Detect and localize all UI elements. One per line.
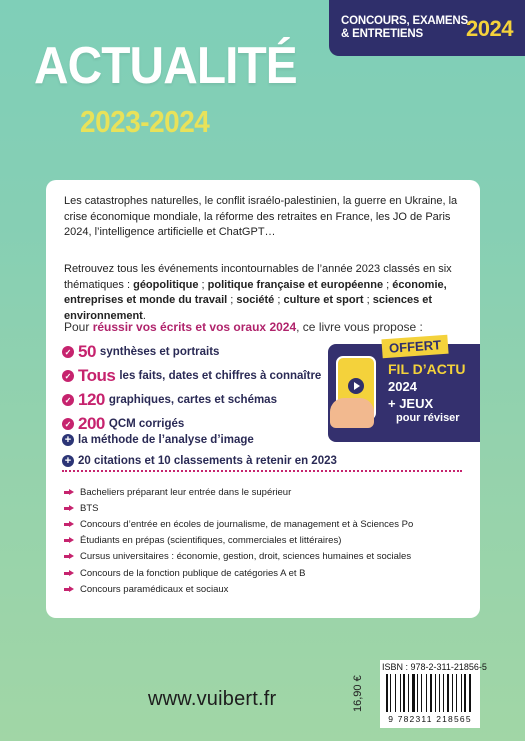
audience-item [64, 516, 464, 532]
barcode-stripe [450, 674, 451, 712]
barcode-stripe [447, 674, 449, 712]
barcode-stripe [454, 674, 456, 712]
badge-line-1: CONCOURS, EXAMENS [341, 15, 468, 27]
audience-item [64, 500, 464, 516]
offer-lead-c: , ce livre vous propose : [296, 320, 423, 334]
feature-text: synthèses et portraits [99, 346, 220, 358]
barcode-stripe [389, 674, 390, 712]
audience-text: Étudiants en prépas (scientifiques, commerciales et littéraires) [80, 535, 342, 547]
barcode-stripe [410, 674, 412, 712]
theme-3: économie, entreprises et monde du travail [64, 278, 447, 306]
sep: ; [363, 294, 373, 306]
barcode-stripe [417, 674, 418, 712]
feature-item [62, 390, 277, 410]
barcode-stripe [392, 674, 394, 712]
offer-lead-highlight: réussir vos écrits et vos oraux 2024 [92, 320, 297, 334]
arrow-icon [64, 537, 74, 544]
barcode-stripe [456, 674, 457, 712]
arrow-icon [64, 586, 74, 593]
audience-text: Concours de la fonction publique de catégories A et B [80, 567, 306, 579]
check-icon: ✓ [62, 370, 74, 382]
feature-item [62, 434, 254, 446]
promo-line-1: FIL D’ACTU [388, 361, 466, 377]
feature-number: 120 [78, 390, 105, 409]
feature-number: 200 [78, 414, 105, 433]
badge-year: 2024 [466, 16, 513, 41]
audience-text: Concours d’entrée en écoles de journalisme, de management et à Sciences Po [80, 518, 414, 530]
barcode-stripe [408, 674, 409, 712]
barcode-stripe [390, 674, 391, 712]
barcode-stripe [428, 674, 429, 712]
barcode-block [380, 660, 487, 728]
check-icon: ✓ [62, 418, 74, 430]
barcode-stripe [439, 674, 440, 712]
barcode-stripe [435, 674, 437, 712]
plus-icon: + [62, 455, 74, 467]
dotted-divider [62, 470, 462, 472]
arrow-icon [64, 521, 74, 528]
hand-icon [330, 398, 374, 428]
feature-text: 20 citations et 10 classements à retenir en 2023 [78, 455, 337, 467]
barcode-stripe [421, 674, 423, 712]
promo-line-2: 2024 [388, 379, 417, 394]
barcode-stripe [464, 674, 466, 712]
barcode-stripe [461, 674, 462, 712]
publisher-website[interactable]: www.vuibert.fr [148, 688, 277, 710]
promo-line-3: + JEUX [388, 396, 434, 411]
barcode-stripe [426, 674, 427, 712]
themes-lead: Retrouvez tous les événements incontournables de l’année 2023 classés en six thématiques : [64, 263, 452, 291]
audience-item [64, 484, 464, 500]
audience-text: Concours paramédicaux et sociaux [80, 583, 229, 595]
barcode-stripe [430, 674, 432, 712]
content-card [46, 180, 480, 618]
sep: ; [227, 294, 237, 306]
barcode-stripe [437, 674, 438, 712]
price-container [352, 675, 372, 741]
barcode-stripe [395, 674, 396, 712]
audience-item [64, 533, 464, 549]
sep: ; [383, 278, 393, 291]
feature-text: la méthode de l’analyse d’image [78, 434, 254, 446]
barcode-stripe [452, 674, 453, 712]
feature-item [62, 366, 321, 386]
barcode-stripe [458, 674, 460, 712]
barcode-stripe [400, 674, 401, 712]
audience-item [64, 549, 464, 565]
feature-item [62, 455, 337, 467]
badge-line-2: & ENTRETIENS [341, 28, 423, 40]
audience-text: Cursus universitaires : économie, gestion, droit, sciences humaines et sociales [80, 551, 412, 563]
offer-lead-a: Pour [64, 320, 93, 334]
isbn: ISBN : 978-2-311-21856-5 [382, 662, 487, 672]
audience-item [64, 581, 464, 597]
themes-paragraph [64, 262, 468, 324]
barcode-stripe [402, 674, 403, 712]
cover-title: ACTUALITÉ [34, 37, 297, 95]
theme-6: sciences et environnement [64, 294, 433, 322]
barcode-stripe [412, 674, 414, 712]
theme-5: culture et sport [283, 294, 364, 306]
barcode-stripe [386, 674, 388, 712]
barcode-stripe [467, 674, 468, 712]
barcode-stripe [463, 674, 464, 712]
feature-number: Tous [78, 366, 116, 385]
audience-item [64, 565, 464, 581]
arrow-icon [64, 489, 74, 496]
audience-text: Bacheliers préparant leur entrée dans le supérieur [80, 486, 292, 498]
offer-lead [64, 320, 423, 334]
barcode-stripe [433, 674, 434, 712]
audience-text: BTS [80, 502, 99, 514]
arrow-icon [64, 553, 74, 560]
audience-list [64, 484, 464, 597]
promo-line-4: pour réviser [396, 412, 460, 424]
arrow-icon [64, 505, 74, 512]
barcode-icon [386, 674, 474, 712]
plus-icon: + [62, 434, 74, 446]
period: . [142, 309, 146, 322]
check-icon: ✓ [62, 346, 74, 358]
check-icon: ✓ [62, 394, 74, 406]
barcode-stripe [416, 674, 417, 712]
promo-box [328, 337, 480, 442]
feature-text: les faits, dates et chiffres à connaître [119, 370, 322, 382]
barcode-stripe [469, 674, 471, 712]
barcode-stripe [445, 674, 446, 712]
play-icon [348, 378, 364, 394]
price: 16,90 € [352, 675, 364, 712]
badge-label [341, 15, 468, 41]
cover-subtitle: 2023-2024 [80, 104, 210, 139]
theme-4: société [236, 294, 275, 306]
barcode-stripe [472, 674, 473, 712]
barcode-stripe [419, 674, 420, 712]
barcode-stripe [403, 674, 405, 712]
sep: ; [198, 278, 208, 291]
offer-tag: OFFERT [381, 335, 448, 359]
barcode-stripe [423, 674, 425, 712]
intro-paragraph: Les catastrophes naturelles, le conflit israélo-palestinien, la guerre en Ukraine, la crise économique mondiale, la réforme des retraites en France, les JO de Paris 2024, l’intelligence artificielle et ChatGPT… [64, 195, 458, 238]
arrow-icon [64, 570, 74, 577]
barcode-number: 9 782311 218565 [388, 714, 472, 724]
theme-1: géopolitique [133, 278, 199, 291]
barcode-stripe [443, 674, 444, 712]
theme-2: politique française et européenne [207, 278, 384, 291]
feature-item [62, 342, 219, 362]
barcode-stripe [441, 674, 443, 712]
barcode-stripe [397, 674, 399, 712]
collection-badge [329, 0, 525, 56]
barcode-stripe [406, 674, 407, 712]
feature-number: 50 [78, 342, 96, 361]
sep: ; [274, 294, 284, 306]
feature-item [62, 414, 184, 434]
feature-text: QCM corrigés [108, 418, 185, 430]
feature-text: graphiques, cartes et schémas [108, 394, 277, 406]
